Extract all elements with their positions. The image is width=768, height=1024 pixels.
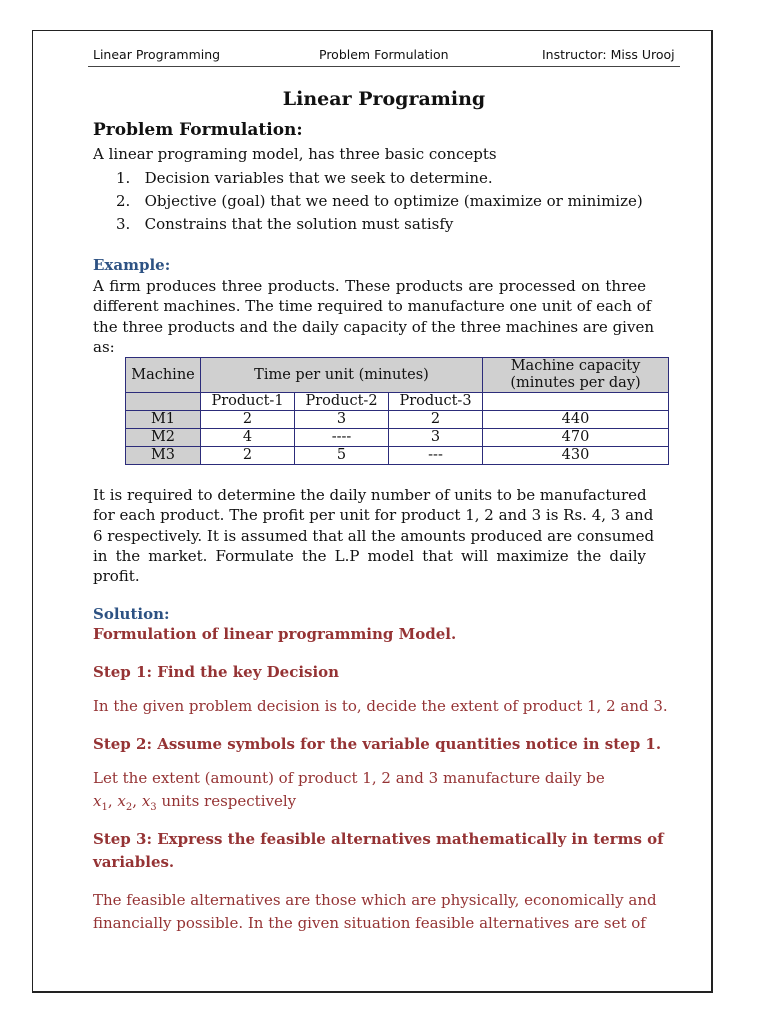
example-paragraph xyxy=(93,276,654,357)
product-header: Product-3 xyxy=(389,393,483,411)
page-title: Linear Programing xyxy=(282,88,486,110)
sep: , xyxy=(107,792,113,810)
example-line: as: xyxy=(93,337,115,356)
concept-num: 1. xyxy=(116,169,131,187)
step2-variables xyxy=(93,792,296,813)
capacity-cell: 430 xyxy=(483,447,669,465)
table-row xyxy=(126,411,669,429)
time-cell: 4 xyxy=(201,429,295,447)
header-machine: Machine xyxy=(126,358,201,393)
step2-title: Step 2: Assume symbols for the variable quantities notice in step 1. xyxy=(93,735,662,753)
header-left: Linear Programming xyxy=(93,47,221,62)
blank-cell xyxy=(483,393,669,411)
time-cell: 3 xyxy=(389,429,483,447)
header-time-per-unit: Time per unit (minutes) xyxy=(201,358,483,393)
step3-text-line1: The feasible alternatives are those which are physically, economically and xyxy=(93,891,657,909)
time-cell: 2 xyxy=(389,411,483,429)
sub-1: 1 xyxy=(101,802,108,813)
step2-text: Let the extent (amount) of product 1, 2 and 3 manufacture daily be xyxy=(93,769,605,787)
problem-line: profit. xyxy=(93,567,140,586)
problem-line: for each product. The profit per unit for product 1, 2 and 3 is Rs. 4, 3 and xyxy=(93,506,654,525)
header-capacity-line1: Machine capacity xyxy=(510,358,641,374)
time-cell: --- xyxy=(389,447,483,465)
step1-title: Step 1: Find the key Decision xyxy=(93,663,340,681)
step3-title-line2: variables. xyxy=(93,853,175,871)
header-rule xyxy=(88,66,680,67)
capacity-cell: 440 xyxy=(483,411,669,429)
product-header: Product-2 xyxy=(295,393,389,411)
solution-label: Solution: xyxy=(93,605,170,623)
var-x: x xyxy=(141,792,151,810)
section-heading: Problem Formulation: xyxy=(93,120,303,140)
sub-2: 2 xyxy=(125,802,133,813)
solution-heading: Formulation of linear programming Model. xyxy=(93,625,457,643)
concept-num: 3. xyxy=(116,215,131,233)
machine-cell: M1 xyxy=(126,411,201,429)
table-row xyxy=(126,429,669,447)
machine-cell: M3 xyxy=(126,447,201,465)
example-label: Example: xyxy=(93,256,171,274)
var-x: x xyxy=(93,792,102,810)
problem-paragraph xyxy=(93,485,655,586)
header-machine-capacity xyxy=(483,358,669,393)
sub-3: 3 xyxy=(150,802,157,813)
machine-cell: M2 xyxy=(126,429,201,447)
concept-item-3 xyxy=(116,215,453,233)
example-line: the three products and the daily capacity of the three machines are given xyxy=(93,317,654,336)
example-line: different machines. The time required to manufacture one unit of each of xyxy=(93,297,652,316)
blank-cell xyxy=(126,393,201,411)
concept-num: 2. xyxy=(116,192,131,210)
step3-title-line1: Step 3: Express the feasible alternatives mathematically in terms of xyxy=(93,830,664,848)
step2-tail: units respectively xyxy=(161,792,297,810)
time-cell: 3 xyxy=(295,411,389,429)
concept-text: Decision variables that we seek to determine. xyxy=(144,169,493,187)
header-right: Instructor: Miss Urooj xyxy=(542,47,675,62)
capacity-cell: 470 xyxy=(483,429,669,447)
time-cell: 2 xyxy=(201,411,295,429)
time-cell: 2 xyxy=(201,447,295,465)
concept-item-1 xyxy=(116,169,493,187)
problem-line: 6 respectively. It is assumed that all the amounts produced are consumed xyxy=(93,526,655,545)
concept-text: Objective (goal) that we need to optimize (maximize or minimize) xyxy=(144,192,643,210)
problem-line: in the market. Formulate the L.P model that will maximize the daily xyxy=(93,546,646,565)
header-center: Problem Formulation xyxy=(319,47,449,62)
step3-text-line2: financially possible. In the given situation feasible alternatives are set of xyxy=(93,914,646,932)
time-cell: 5 xyxy=(295,447,389,465)
concept-item-2 xyxy=(116,192,643,210)
time-cell: ---- xyxy=(295,429,389,447)
sep: , xyxy=(132,792,138,810)
problem-line: It is required to determine the daily number of units to be manufactured xyxy=(93,486,647,504)
concept-text: Constrains that the solution must satisfy xyxy=(144,215,454,233)
var-x: x xyxy=(117,792,126,810)
header-capacity-line2: (minutes per day) xyxy=(510,375,641,391)
table-row xyxy=(126,447,669,465)
machine-time-table xyxy=(125,357,669,465)
step1-text: In the given problem decision is to, decide the extent of product 1, 2 and 3. xyxy=(93,697,668,715)
product-header: Product-1 xyxy=(201,393,295,411)
example-line: A firm produces three products. These products are processed on three xyxy=(93,277,646,295)
intro-text: A linear programing model, has three basic concepts xyxy=(93,145,497,163)
